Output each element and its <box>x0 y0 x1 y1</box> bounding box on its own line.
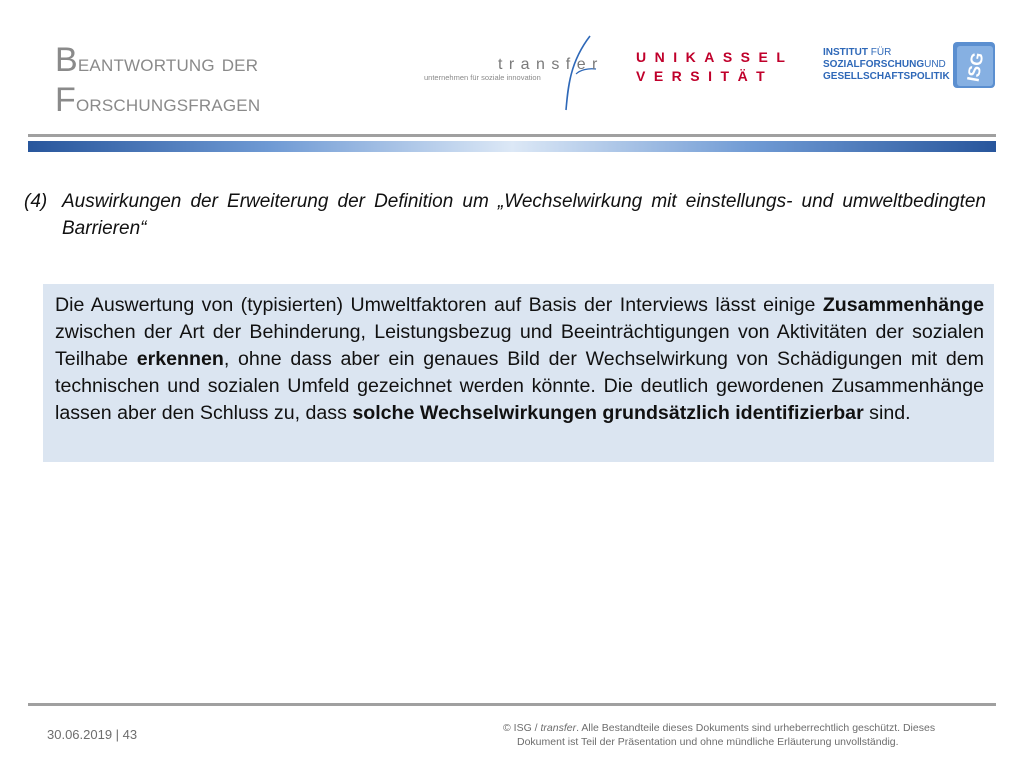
answer-bold-2: erkennen <box>136 348 224 370</box>
answer-bold-3: solche Wechselwirkungen grundsätzlich identifizierbar <box>352 402 864 424</box>
isg-name-line-2 <box>823 59 953 71</box>
answer-bold-1: Zusammenhänge <box>822 294 984 316</box>
transfer-logo <box>418 32 633 112</box>
answer-box <box>43 284 994 462</box>
uni-kassel-logo <box>636 48 816 90</box>
isg-name-3: GESELLSCHAFTSPOLITIK <box>823 71 950 82</box>
isg-name-line-3 <box>823 71 953 83</box>
copyright-org: ISG / <box>510 722 541 734</box>
copyright-line-1-rest: . Alle Bestandteile dieses Dokuments sind urheberrechtlich geschützt. Dieses <box>576 722 936 734</box>
isg-name-1: INSTITUT <box>823 47 871 58</box>
uni-logo-text-1: UNIKASSEL <box>636 49 794 65</box>
footer-date-page: 30.06.2019 | 43 <box>47 727 138 742</box>
answer-part-1: Die Auswertung von (typisierten) Umweltfaktoren auf Basis der Interviews lässt einige <box>55 294 823 316</box>
question-number: (4) <box>24 191 48 212</box>
answer-part-3: , ohne dass aber ein genaues Bild der Wechselwirkung von Schädigungen mit dem technischen und sozialen Umfeld gezeichnet werden könnte. Die deutlich gewordenen Zusammenhänge lassen aber den Schluss zu, dass <box>55 348 984 424</box>
title-initial-1: B <box>55 41 78 79</box>
isg-institute-name <box>823 47 953 83</box>
footer-copyright <box>503 721 983 749</box>
isg-logo-icon <box>951 38 999 92</box>
isg-name-2: SOZIALFORSCHUNG <box>823 59 925 70</box>
answer-part-4: sind. <box>863 402 911 424</box>
research-question <box>24 188 986 242</box>
question-text: Auswirkungen der Erweiterung der Definition um „Wechselwirkung mit einstellungs- und umweltbedingten Barrieren“ <box>62 191 986 239</box>
transfer-tagline: unternehmen für soziale innovation <box>424 73 541 82</box>
slide-title-line-1 <box>55 42 260 82</box>
isg-name-2-light: UND <box>924 59 946 70</box>
isg-name-line-1 <box>823 47 953 59</box>
uni-logo-line-2 <box>636 67 816 86</box>
footer-divider <box>28 703 996 706</box>
slide-title <box>55 42 260 122</box>
header-gradient-band <box>28 141 996 152</box>
copyright-line-1 <box>503 721 983 735</box>
header-divider <box>28 134 996 137</box>
answer-part-2: zwischen der Art der Behinderung, Leistungsbezug und Beeinträchtigungen von Aktivitäten der sozialen Teilhabe <box>55 321 984 370</box>
title-rest-2: orschungsfragen <box>75 90 261 117</box>
transfer-wordmark: t r a n s f e r <box>498 56 599 73</box>
uni-logo-line-1 <box>636 48 816 67</box>
answer-text <box>55 292 984 427</box>
copyright-symbol: © <box>503 722 511 734</box>
uni-logo-text-2: VERSITÄT <box>636 68 774 84</box>
title-initial-2: F <box>55 81 76 119</box>
copyright-transfer: transfer <box>540 722 577 734</box>
isg-name-1-light: FÜR <box>870 47 892 58</box>
slide-title-line-2 <box>55 82 260 122</box>
copyright-line-2: Dokument ist Teil der Präsentation und ohne mündliche Erläuterung unvollständig. <box>517 736 899 748</box>
isg-logo-mark: ISG <box>963 51 988 84</box>
title-rest-1: eantwortung der <box>77 50 259 77</box>
